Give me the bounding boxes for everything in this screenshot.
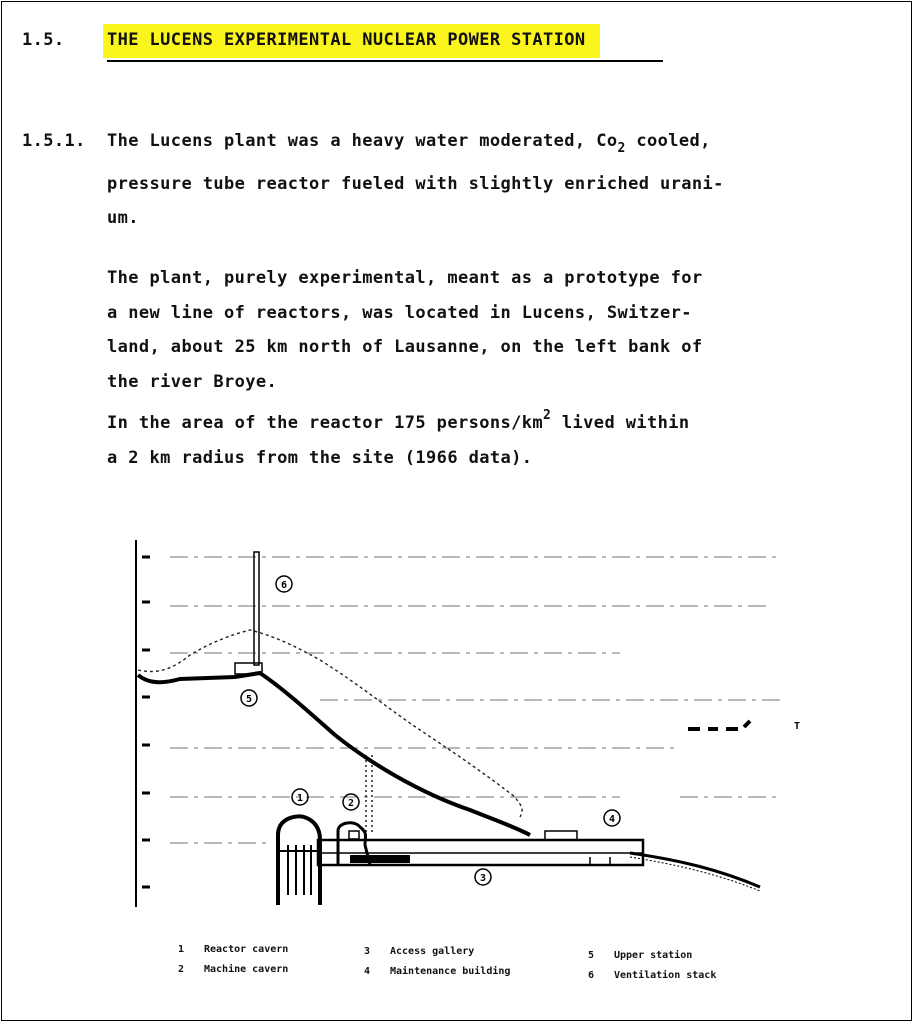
marker-6 xyxy=(276,576,292,592)
legend-item xyxy=(588,970,716,981)
text-line: The plant, purely experimental, meant as a prototype for xyxy=(107,268,703,288)
title-underline xyxy=(107,60,663,62)
marker-3-text: 3 xyxy=(479,873,487,884)
legend-label: Maintenance building xyxy=(390,966,511,977)
text-line: land, about 25 km north of Lausanne, on the left bank of xyxy=(107,337,703,357)
text-line: um. xyxy=(107,208,139,228)
text-line: a 2 km radius from the site (1966 data). xyxy=(107,447,533,468)
legend-number: 4 xyxy=(364,966,371,977)
diagram-markers xyxy=(241,576,620,885)
grid-lines xyxy=(170,557,780,843)
section-number: 1.5. xyxy=(22,30,65,50)
marker-1 xyxy=(292,789,308,805)
text-line: a new line of reactors, was located in Lucens, Switzer- xyxy=(107,302,692,323)
legend-item xyxy=(588,950,692,961)
gallery-slab xyxy=(350,855,410,863)
legend-item xyxy=(364,946,474,957)
text-segment: The Lucens plant was a heavy water moderated, Co xyxy=(107,131,618,151)
marker-2-text: 2 xyxy=(347,798,355,809)
text-line xyxy=(107,124,827,167)
legend-number: 5 xyxy=(588,950,595,961)
section-title: THE LUCENS EXPERIMENTAL NUCLEAR POWER STATION xyxy=(103,24,600,58)
marker-2 xyxy=(343,794,359,810)
plant-cross-section-diagram xyxy=(120,535,800,915)
legend-item xyxy=(178,964,288,975)
text-segment: In the area of the reactor 175 persons/km xyxy=(107,413,544,433)
original-terrain xyxy=(138,630,522,817)
ventilation-stack xyxy=(254,552,259,665)
superscript: 2 xyxy=(543,408,552,423)
legend-label: Ventilation stack xyxy=(614,970,717,981)
legend-number: 1 xyxy=(178,944,185,955)
reactor-cavern xyxy=(278,816,320,905)
legend-label: Access gallery xyxy=(390,946,475,957)
scale-bar xyxy=(688,721,750,729)
marker-1-text: 1 xyxy=(296,793,304,804)
marker-3 xyxy=(475,869,491,885)
scale-mark: T xyxy=(794,721,800,732)
ground-profile-right xyxy=(630,853,760,887)
legend-number: 2 xyxy=(178,964,185,975)
legend-label: Machine cavern xyxy=(204,964,289,975)
legend-number: 6 xyxy=(588,970,595,981)
marker-5 xyxy=(241,690,257,706)
machine-cavern-unit xyxy=(349,831,359,839)
paragraph-location xyxy=(107,261,827,475)
marker-6-text: 6 xyxy=(280,580,288,591)
legend-item xyxy=(364,966,510,977)
text-segment: lived within xyxy=(551,413,690,433)
marker-4 xyxy=(604,810,620,826)
legend-label: Upper station xyxy=(614,950,693,961)
legend-label: Reactor cavern xyxy=(204,944,289,955)
terrain-hatch xyxy=(630,857,760,891)
reactor-cavern-interior xyxy=(280,845,318,895)
maintenance-building xyxy=(545,831,577,840)
subsection-number: 1.5.1. xyxy=(22,131,86,151)
text-segment: cooled, xyxy=(625,131,711,151)
text-line xyxy=(107,399,827,441)
text-line: the river Broye. xyxy=(107,371,278,392)
legend-number: 3 xyxy=(364,946,371,957)
subscript: 2 xyxy=(617,141,626,156)
ground-profile xyxy=(138,673,530,835)
axis-ticks xyxy=(142,557,150,887)
legend-item xyxy=(178,944,288,955)
text-line: pressure tube reactor fueled with slightly enriched urani- xyxy=(107,173,724,194)
marker-4-text: 4 xyxy=(608,814,616,825)
paragraph-reactor-type xyxy=(107,124,827,236)
marker-5-text: 5 xyxy=(245,694,253,705)
